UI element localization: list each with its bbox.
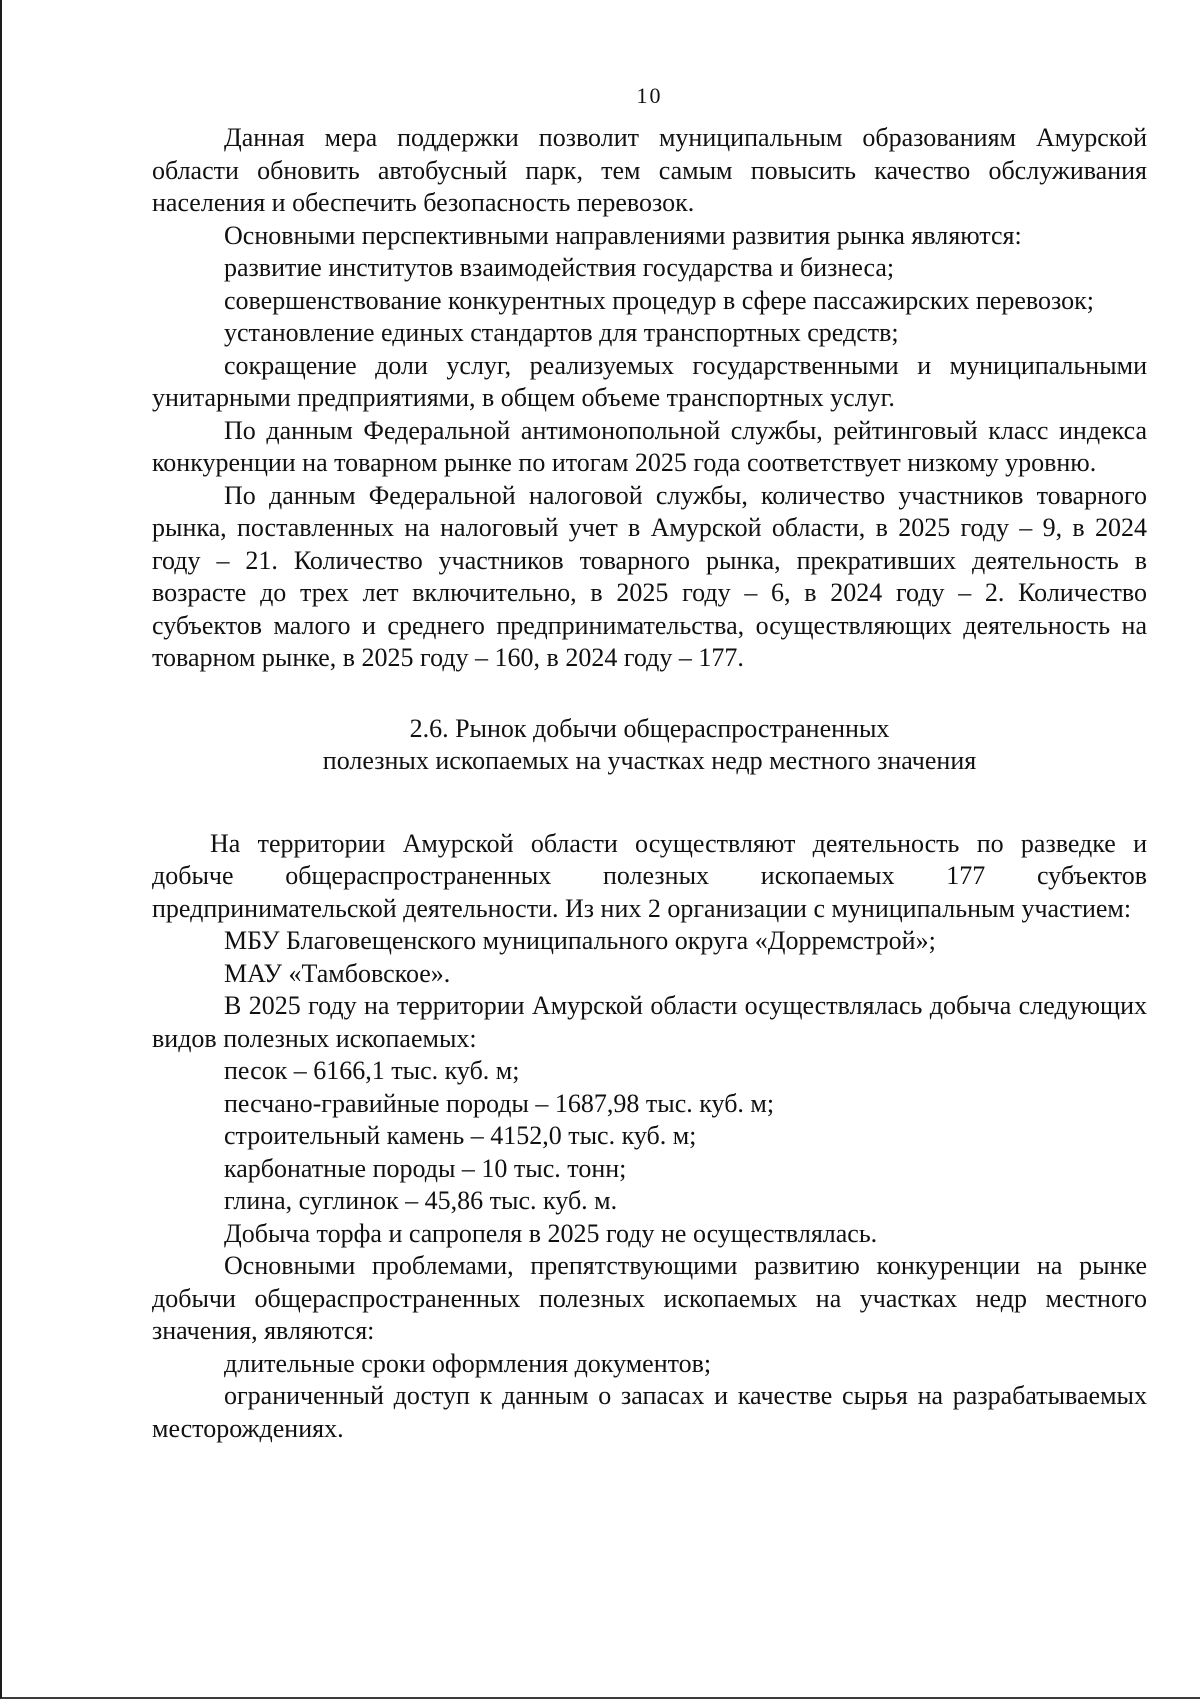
list-item-building-stone: строительный камень – 4152,0 тыс. куб. м; [224, 1121, 697, 1150]
paragraph-fas-rating: По данным Федеральной антимонопольной службы, рейтинговый класс индекса конкуренции на товарном рынке по итогам 2025 года соответствует низкому уровню. [152, 415, 1147, 477]
list-item-standards: установление единых стандартов для транспортных средств; [224, 318, 899, 347]
list-item-tambovskoe: МАУ «Тамбовское». [224, 958, 451, 988]
list-item-carbonate: карбонатные породы – 10 тыс. тонн; [224, 1153, 627, 1183]
list-item-reduce-share: сокращение доли услуг, реализуемых государственными и муниципальными унитарными предприятиями, в общем объеме транспортных услуг. [152, 350, 1147, 412]
list-item-sand-gravel: песчано-гравийные породы – 1687,98 тыс. куб. м; [224, 1088, 775, 1118]
paragraph-fns-statistics: По данным Федеральной налоговой службы, количество участников товарного рынка, поставленных на налоговый учет в Амурской области, в 2025 году – 9, в 2024 году – 21. Количество участников товарного рынка, прекративших деятельность в возрасте до трех лет включительно, в 2025 году – 6, в 2024 году – 2. Количество субъектов малого и среднего предпринимательства, осуществляющих деятельность на товарном рынке, в 2025 году – 160, в 2024 году – 177. [152, 480, 1147, 672]
list-item-institutions: развитие институтов взаимодействия государства и бизнеса; [224, 253, 895, 282]
section-heading [152, 713, 1147, 778]
document-body [152, 82, 1147, 1445]
list-item-clay: глина, суглинок – 45,86 тыс. куб. м. [224, 1186, 618, 1215]
list-item-dorremstroy: МБУ Благовещенского муниципального округа «Дорремстрой»; [224, 926, 936, 955]
list-item-limited-access: ограниченный доступ к данным о запасах и качестве сырья на разрабатываемых месторождениях. [152, 1381, 1147, 1443]
list-item-long-terms: длительные сроки оформления документов; [224, 1348, 712, 1378]
paragraph-problems-intro: Основными проблемами, препятствующими развитию конкуренции на рынке добычи общераспространенных полезных ископаемых на участках недр местного значения, являются: [152, 1251, 1147, 1345]
section-title-line-1: 2.6. Рынок добычи общераспространенных [409, 713, 890, 743]
list-item-competitive-procedures: совершенствование конкурентных процедур в сфере пассажирских перевозок; [224, 285, 1094, 315]
paragraph-directions-intro: Основными перспективными направлениями развития рынка являются: [224, 220, 1022, 250]
paragraph-bus-fleet: Данная мера поддержки позволит муниципальным образованиям Амурской области обновить автобусный парк, тем самым повысить качество обслуживания населения и обеспечить безопасность перевозок. [152, 123, 1147, 217]
paragraph-mining-subjects: На территории Амурской области осуществляют деятельность по разведке и добыче общераспространенных полезных ископаемых 177 субъектов предпринимательской деятельности. Из них 2 организации с муниципальным участием: [152, 828, 1147, 923]
page-number: 10 [636, 83, 663, 108]
paragraph-peat: Добыча торфа и сапропеля в 2025 году не осуществлялась. [224, 1218, 878, 1248]
section-title-line-2: полезных ископаемых на участках недр местного значения [322, 746, 977, 775]
paragraph-mining-types-intro: В 2025 году на территории Амурской области осуществлялась добыча следующих видов полезных ископаемых: [152, 991, 1147, 1053]
list-item-sand: песок – 6166,1 тыс. куб. м; [224, 1056, 520, 1085]
